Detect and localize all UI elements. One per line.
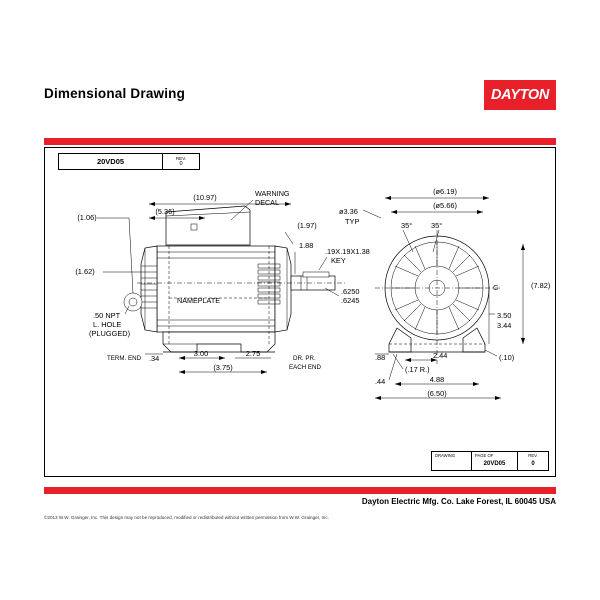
svg-text:35°: 35° bbox=[431, 221, 443, 230]
svg-text:TERM. END: TERM. END bbox=[107, 355, 142, 362]
svg-text:.6250: .6250 bbox=[341, 287, 360, 296]
drawing-number: 20VD05 bbox=[483, 461, 506, 467]
motor-drawing bbox=[45, 148, 557, 478]
dayton-logo: DAYTON bbox=[484, 80, 556, 110]
svg-text:3.44: 3.44 bbox=[497, 321, 512, 330]
page-header bbox=[44, 80, 556, 116]
revision-value-bottom: 0 bbox=[531, 461, 535, 467]
svg-text:(.10): (.10) bbox=[499, 353, 515, 362]
svg-text:KEY: KEY bbox=[331, 256, 346, 265]
svg-text:DECAL: DECAL bbox=[255, 198, 279, 207]
svg-text:(1.06): (1.06) bbox=[77, 213, 97, 222]
revision-field bbox=[518, 452, 548, 470]
revision-label: REV. bbox=[175, 155, 187, 161]
drawing-frame bbox=[44, 147, 556, 477]
svg-text:.44: .44 bbox=[375, 377, 386, 386]
svg-text:(10.97): (10.97) bbox=[193, 193, 217, 202]
svg-text:(5.36): (5.36) bbox=[155, 207, 175, 216]
revision-value: 0 bbox=[179, 161, 183, 168]
svg-text:35°: 35° bbox=[401, 221, 413, 230]
divider-bottom bbox=[44, 487, 556, 494]
company-footer: Dayton Electric Mfg. Co. Lake Forest, IL 60045 USA bbox=[361, 497, 556, 506]
svg-text:1.88: 1.88 bbox=[299, 241, 314, 250]
svg-text:(7.82): (7.82) bbox=[531, 281, 551, 290]
svg-text:.6245: .6245 bbox=[341, 296, 360, 305]
warning-decal-label: WARNING bbox=[255, 189, 290, 198]
svg-text:L. HOLE: L. HOLE bbox=[93, 320, 122, 329]
svg-text:.19X.19X1.38: .19X.19X1.38 bbox=[325, 247, 370, 256]
svg-text:(3.75): (3.75) bbox=[213, 363, 233, 372]
svg-text:3.50: 3.50 bbox=[497, 311, 512, 320]
nameplate-label: NAMEPLATE bbox=[177, 296, 221, 305]
model-number: 20VD05 bbox=[59, 154, 163, 169]
svg-text:3.00: 3.00 bbox=[193, 349, 209, 358]
revision-label-bottom: REV. bbox=[528, 453, 538, 458]
svg-text:.34: .34 bbox=[149, 354, 160, 363]
page-label: PAGE OF bbox=[475, 453, 494, 458]
page-field bbox=[472, 452, 518, 470]
drawing-label: DRAWING bbox=[435, 453, 456, 458]
svg-text:.88: .88 bbox=[375, 353, 386, 362]
title-block-bottom bbox=[431, 451, 549, 471]
divider-top bbox=[44, 138, 556, 145]
svg-text:(1.62): (1.62) bbox=[75, 267, 95, 276]
drawing-field bbox=[432, 452, 472, 470]
svg-text:ø3.36: ø3.36 bbox=[339, 207, 358, 216]
svg-text:4.88: 4.88 bbox=[429, 375, 445, 384]
svg-text:TYP: TYP bbox=[345, 217, 360, 226]
svg-text:(1.97): (1.97) bbox=[297, 221, 317, 230]
copyright-notice: ©2013 W.W. Grainger, Inc. This design may not be reproduced, modified or redistributed without written permission from W.W. Grainger, Inc. bbox=[44, 515, 329, 520]
svg-text:(.17 R.): (.17 R.) bbox=[405, 365, 430, 374]
svg-text:DR. PR.: DR. PR. bbox=[293, 355, 316, 362]
svg-text:2.44: 2.44 bbox=[433, 351, 448, 360]
svg-text:(PLUGGED): (PLUGGED) bbox=[89, 329, 131, 338]
page-title: Dimensional Drawing bbox=[44, 86, 186, 101]
svg-text:.50 NPT: .50 NPT bbox=[93, 311, 121, 320]
svg-text:(6.50): (6.50) bbox=[427, 389, 447, 398]
svg-text:(ø6.19): (ø6.19) bbox=[433, 187, 457, 196]
svg-text:EACH END: EACH END bbox=[289, 364, 321, 371]
svg-text:C: C bbox=[493, 283, 499, 292]
svg-text:(ø5.66): (ø5.66) bbox=[433, 201, 457, 210]
svg-text:2.75: 2.75 bbox=[245, 349, 261, 358]
